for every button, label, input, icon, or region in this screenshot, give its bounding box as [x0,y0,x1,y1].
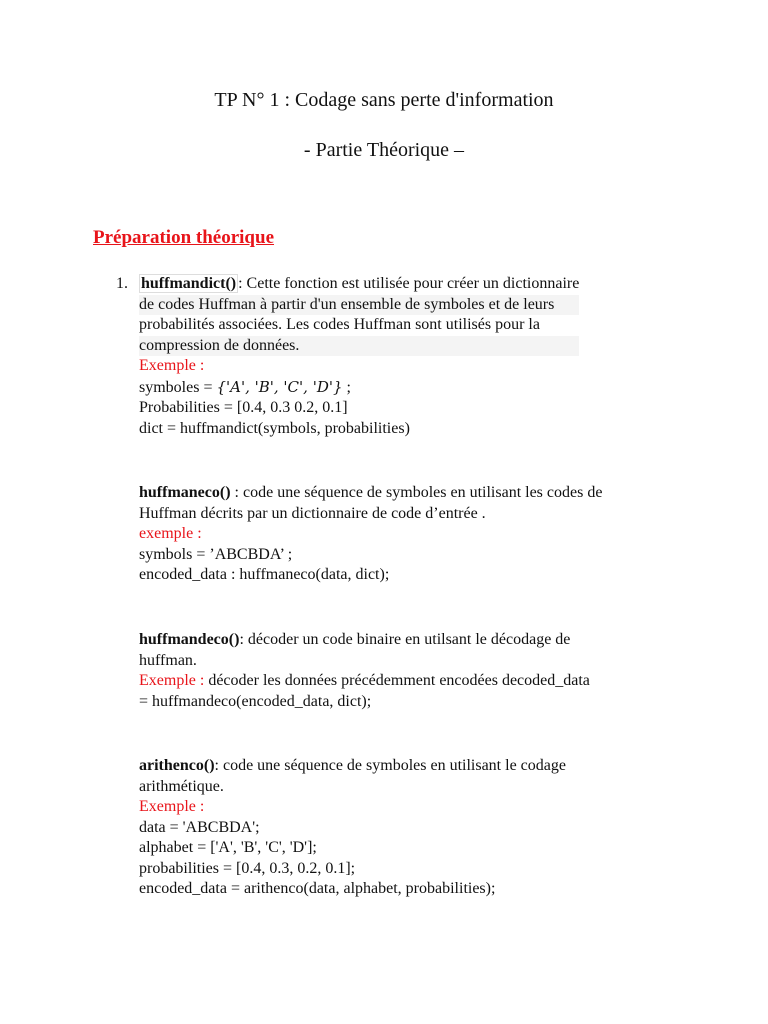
example-label: Exemple : [139,357,205,374]
code-line: dict = huffmandict(symbols, probabilities) [139,419,410,437]
function-name: huffmandeco() [139,631,240,648]
item-desc-line: probabilités associées. Les codes Huffman sont utilisés pour la [139,316,540,333]
code-line: Probabilities = [0.4, 0.3 0.2, 0.1] [139,399,348,416]
symbols-set-math: {'A', 'B', 'C', 'D'} [216,377,343,396]
item-desc-line: huffmandeco(): décoder un code binaire en utilsant le décodage de [139,631,571,648]
item-desc-line: huffmandict() : Cette fonction est utilisée pour créer un dictionnaire [141,275,580,292]
item-desc-line: Exemple : décoder les données précédemment encodées decoded_data [139,672,590,689]
item-desc-line: de codes Huffman à partir d'un ensemble de symboles et de leurs [139,295,579,316]
list-number: 1. [116,275,128,292]
item-huffmandict [139,274,579,439]
code-line: encoded_data = arithenco(data, alphabet, probabilities); [139,880,496,897]
item-huffmaneco [139,483,602,586]
item-huffmandeco [139,630,590,712]
code-line: encoded_data : huffmaneco(data, dict); [139,566,390,583]
item-desc-line: huffman. [139,651,197,669]
function-name: arithenco() [139,757,215,774]
code-line: = huffmandeco(encoded_data, dict); [139,692,372,710]
item-desc-line: Huffman décrits par un dictionnaire de code d’entrée . [139,504,486,522]
item-arithenco [139,756,566,900]
example-label: Exemple : [139,672,205,689]
document-subtitle: - Partie Théorique – [303,139,465,161]
document-title: TP N° 1 : Codage sans perte d'information [214,89,554,111]
code-line: symboles = {'A', 'B', 'C', 'D'} ; [139,377,351,396]
function-name: huffmandict() [141,275,237,292]
item-desc-line: arithenco(): code une séquence de symboles en utilisant le codage [139,757,566,774]
code-line: probabilities = [0.4, 0.3, 0.2, 0.1]; [139,859,356,877]
code-line: symbols = ’ABCBDA’ ; [139,545,293,563]
item-desc-line: huffmaneco() : code une séquence de symboles en utilisant les codes de [139,484,603,501]
example-label: exemple : [139,525,202,542]
item-desc-line: compression de données. [139,336,579,357]
code-line: alphabet = ['A', 'B', 'C', 'D']; [139,839,317,856]
item-desc-line: arithmétique. [139,777,224,795]
example-label: Exemple : [139,798,205,815]
function-name: huffmaneco() [139,484,231,501]
code-line: data = 'ABCBDA'; [139,818,260,836]
section-heading: Préparation théorique [93,227,275,248]
